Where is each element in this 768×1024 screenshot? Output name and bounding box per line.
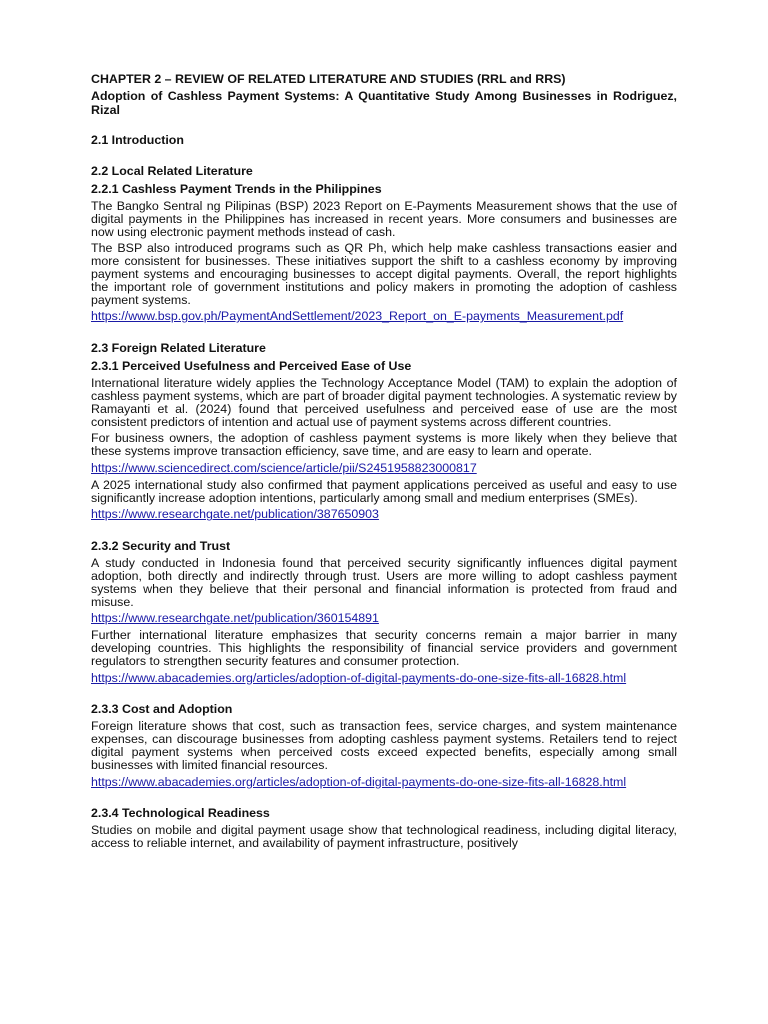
paragraph: For business owners, the adoption of cashless payment systems is more likely when they believe that these systems improve transaction efficiency, save time, and are easy to learn and operate. xyxy=(91,431,677,459)
section-heading-2-3: 2.3 Foreign Related Literature xyxy=(91,341,266,356)
chapter-title: CHAPTER 2 – REVIEW OF RELATED LITERATURE AND STUDIES (RRL and RRS) xyxy=(91,72,566,86)
subsection-heading-2-3-3: 2.3.3 Cost and Adoption xyxy=(91,702,233,717)
section-heading-2-2: 2.2 Local Related Literature xyxy=(91,164,253,178)
paragraph: Studies on mobile and digital payment usage show that technological readiness, including digital literacy, access to reliable internet, and availability of payment infrastructure, positively xyxy=(91,823,677,851)
paragraph: A 2025 international study also confirmed that payment applications perceived as useful and easy to use significantly increase adoption intentions, particularly among small and medium enterprises (SMEs). xyxy=(91,477,677,505)
paragraph: The BSP also introduced programs such as QR Ph, which help make cashless transactions easier and more consistent for businesses. These initiatives support the shift to a cashless economy by improving payment systems and encouraging businesses to accept digital payments. Overall, the report highlights the important role of government institutions and policy makers in promoting the adoption of cashless payment systems. xyxy=(91,241,677,307)
paragraph: Further international literature emphasizes that security concerns remain a major barrier in many developing countries. This highlights the responsibility of financial service providers and government regulators to strengthen security features and consumer protection. xyxy=(91,628,677,668)
section-spacer xyxy=(91,327,677,341)
reference-link-bsp[interactable]: https://www.bsp.gov.ph/PaymentAndSettlement/2023_Report_on_E-payments_Measurement.pdf xyxy=(91,309,624,324)
paragraph: A study conducted in Indonesia found that perceived security significantly influences digital payment adoption, both directly and indirectly through trust. Users are more willing to adopt cashless payment systems when they believe that their personal and financial information is protected from fraud and misuse. xyxy=(91,556,677,609)
reference-link-researchgate[interactable]: https://www.researchgate.net/publication/387650903 xyxy=(91,507,379,522)
section-spacer xyxy=(91,525,677,539)
subsection-heading-2-3-2: 2.3.2 Security and Trust xyxy=(91,539,231,554)
reference-link-abacademies[interactable]: https://www.abacademies.org/articles/adoption-of-digital-payments-do-one-size-fits-all-16828.html xyxy=(91,670,627,685)
section-heading-2-1: 2.1 Introduction xyxy=(91,133,184,147)
document-subtitle: Adoption of Cashless Payment Systems: A Quantitative Study Among Businesses in Rodriguez, Rizal xyxy=(91,89,677,117)
reference-link-researchgate[interactable]: https://www.researchgate.net/publication/360154891 xyxy=(91,611,379,626)
subsection-heading-2-3-4: 2.3.4 Technological Readiness xyxy=(91,806,270,821)
paragraph: Foreign literature shows that cost, such as transaction fees, service charges, and system maintenance expenses, can discourage businesses from adopting cashless payment systems. Retailers tend to reject digital payment systems when perceived costs exceed expected benefits, especially among small businesses with limited financial resources. xyxy=(91,719,677,772)
paragraph: International literature widely applies the Technology Acceptance Model (TAM) to explain the adoption of cashless payment systems, which are part of broader digital payment technologies. A systematic review by Ramayanti et al. (2024) found that perceived usefulness and perceived ease of use are the most consistent predictors of intention and actual use of payment systems across different countries. xyxy=(91,376,677,429)
section-spacer xyxy=(91,688,677,702)
reference-link-abacademies[interactable]: https://www.abacademies.org/articles/adoption-of-digital-payments-do-one-size-fits-all-16828.html xyxy=(91,774,627,789)
section-spacer xyxy=(91,792,677,806)
reference-link-sciencedirect[interactable]: https://www.sciencedirect.com/science/article/pii/S2451958823000817 xyxy=(91,460,477,475)
subsection-heading-2-2-1: 2.2.1 Cashless Payment Trends in the Philippines xyxy=(91,182,382,196)
subsection-heading-2-3-1: 2.3.1 Perceived Usefulness and Perceived Ease of Use xyxy=(91,359,412,374)
paragraph: The Bangko Sentral ng Pilipinas (BSP) 2023 Report on E-Payments Measurement shows that the use of digital payments in the Philippines has increased in recent years. More consumers and businesses are now using electronic payment methods instead of cash. xyxy=(91,199,677,239)
